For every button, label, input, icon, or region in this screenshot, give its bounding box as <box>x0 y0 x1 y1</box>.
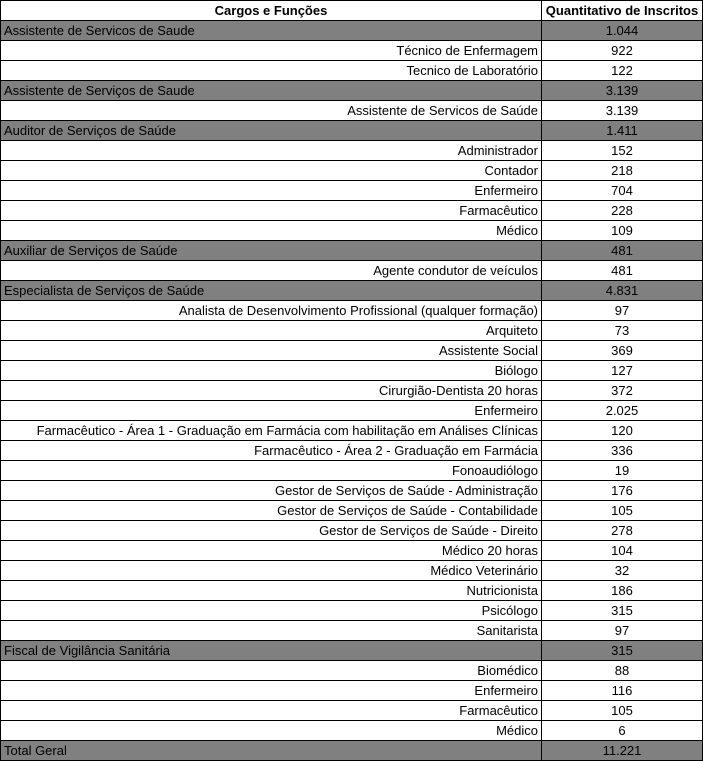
group-row <box>1 21 703 41</box>
function-name: Médico Veterinário <box>1 561 542 581</box>
inscritos-count: 1.044 <box>542 21 703 41</box>
inscritos-count: 278 <box>542 521 703 541</box>
inscritos-count: 3.139 <box>542 81 703 101</box>
total-value: 11.221 <box>542 741 703 761</box>
table-row <box>1 461 703 481</box>
table-row <box>1 201 703 221</box>
table-row <box>1 421 703 441</box>
total-row <box>1 741 703 761</box>
inscritos-count: 6 <box>542 721 703 741</box>
group-row <box>1 121 703 141</box>
inscritos-count: 116 <box>542 681 703 701</box>
function-name: Médico <box>1 721 542 741</box>
table-row <box>1 501 703 521</box>
table-body <box>1 21 703 761</box>
header-row <box>1 1 703 21</box>
function-name: Tecnico de Laboratório <box>1 61 542 81</box>
function-name: Nutricionista <box>1 581 542 601</box>
inscritos-count: 315 <box>542 601 703 621</box>
inscritos-count: 3.139 <box>542 101 703 121</box>
group-name: Auditor de Serviços de Saúde <box>1 121 542 141</box>
inscritos-count: 97 <box>542 621 703 641</box>
function-name: Enfermeiro <box>1 181 542 201</box>
function-name: Gestor de Serviços de Saúde - Administração <box>1 481 542 501</box>
function-name: Farmacêutico - Área 1 - Graduação em Farmácia com habilitação em Análises Clínicas <box>1 421 542 441</box>
function-name: Biomédico <box>1 661 542 681</box>
inscritos-count: 186 <box>542 581 703 601</box>
function-name: Médico <box>1 221 542 241</box>
table-row <box>1 401 703 421</box>
function-name: Contador <box>1 161 542 181</box>
table-row <box>1 701 703 721</box>
inscritos-count: 1.411 <box>542 121 703 141</box>
inscritos-count: 2.025 <box>542 401 703 421</box>
table-row <box>1 581 703 601</box>
group-row <box>1 281 703 301</box>
inscritos-count: 336 <box>542 441 703 461</box>
function-name: Analista de Desenvolvimento Profissional (qualquer formação) <box>1 301 542 321</box>
function-name: Arquiteto <box>1 321 542 341</box>
function-name: Técnico de Enfermagem <box>1 41 542 61</box>
function-name: Biólogo <box>1 361 542 381</box>
inscritos-count: 109 <box>542 221 703 241</box>
group-row <box>1 241 703 261</box>
inscritos-count: 127 <box>542 361 703 381</box>
inscritos-count: 481 <box>542 261 703 281</box>
inscritos-count: 88 <box>542 661 703 681</box>
table-row <box>1 621 703 641</box>
table-row <box>1 101 703 121</box>
inscritos-count: 369 <box>542 341 703 361</box>
total-label: Total Geral <box>1 741 542 761</box>
table-row <box>1 601 703 621</box>
inscritos-count: 97 <box>542 301 703 321</box>
table-row <box>1 541 703 561</box>
function-name: Gestor de Serviços de Saúde - Direito <box>1 521 542 541</box>
table-row <box>1 521 703 541</box>
table-row <box>1 221 703 241</box>
table-row <box>1 361 703 381</box>
header-quantitativo: Quantitativo de Inscritos <box>542 1 703 21</box>
inscritos-count: 4.831 <box>542 281 703 301</box>
function-name: Enfermeiro <box>1 681 542 701</box>
function-name: Sanitarista <box>1 621 542 641</box>
table-row <box>1 341 703 361</box>
inscritos-count: 152 <box>542 141 703 161</box>
inscritos-count: 104 <box>542 541 703 561</box>
group-row <box>1 81 703 101</box>
header-cargos: Cargos e Funções <box>1 1 542 21</box>
table-row <box>1 441 703 461</box>
table-row <box>1 301 703 321</box>
inscritos-count: 32 <box>542 561 703 581</box>
table-row <box>1 381 703 401</box>
inscritos-count: 19 <box>542 461 703 481</box>
table-row <box>1 661 703 681</box>
group-row <box>1 641 703 661</box>
inscritos-count: 120 <box>542 421 703 441</box>
table-row <box>1 61 703 81</box>
inscritos-count: 704 <box>542 181 703 201</box>
inscritos-count: 481 <box>542 241 703 261</box>
function-name: Assistente de Servicos de Saúde <box>1 101 542 121</box>
group-name: Assistente de Servicos de Saude <box>1 21 542 41</box>
function-name: Farmacêutico <box>1 201 542 221</box>
inscritos-count: 228 <box>542 201 703 221</box>
inscritos-count: 218 <box>542 161 703 181</box>
group-name: Fiscal de Vigilância Sanitária <box>1 641 542 661</box>
table-row <box>1 481 703 501</box>
inscritos-count: 73 <box>542 321 703 341</box>
table-row <box>1 561 703 581</box>
function-name: Cirurgião-Dentista 20 horas <box>1 381 542 401</box>
group-name: Assistente de Serviços de Saude <box>1 81 542 101</box>
function-name: Gestor de Serviços de Saúde - Contabilidade <box>1 501 542 521</box>
inscritos-count: 372 <box>542 381 703 401</box>
function-name: Médico 20 horas <box>1 541 542 561</box>
inscritos-count: 122 <box>542 61 703 81</box>
group-name: Auxiliar de Serviços de Saúde <box>1 241 542 261</box>
inscritos-count: 176 <box>542 481 703 501</box>
table-row <box>1 681 703 701</box>
table-row <box>1 261 703 281</box>
group-name: Especialista de Serviços de Saúde <box>1 281 542 301</box>
table-row <box>1 321 703 341</box>
function-name: Farmacêutico <box>1 701 542 721</box>
function-name: Agente condutor de veículos <box>1 261 542 281</box>
inscritos-count: 105 <box>542 501 703 521</box>
function-name: Psicólogo <box>1 601 542 621</box>
function-name: Farmacêutico - Área 2 - Graduação em Farmácia <box>1 441 542 461</box>
table-row <box>1 141 703 161</box>
inscritos-count: 315 <box>542 641 703 661</box>
table-row <box>1 41 703 61</box>
function-name: Fonoaudiólogo <box>1 461 542 481</box>
inscritos-count: 922 <box>542 41 703 61</box>
function-name: Assistente Social <box>1 341 542 361</box>
table-row <box>1 721 703 741</box>
table-row <box>1 161 703 181</box>
inscritos-count: 105 <box>542 701 703 721</box>
function-name: Administrador <box>1 141 542 161</box>
function-name: Enfermeiro <box>1 401 542 421</box>
table-row <box>1 181 703 201</box>
